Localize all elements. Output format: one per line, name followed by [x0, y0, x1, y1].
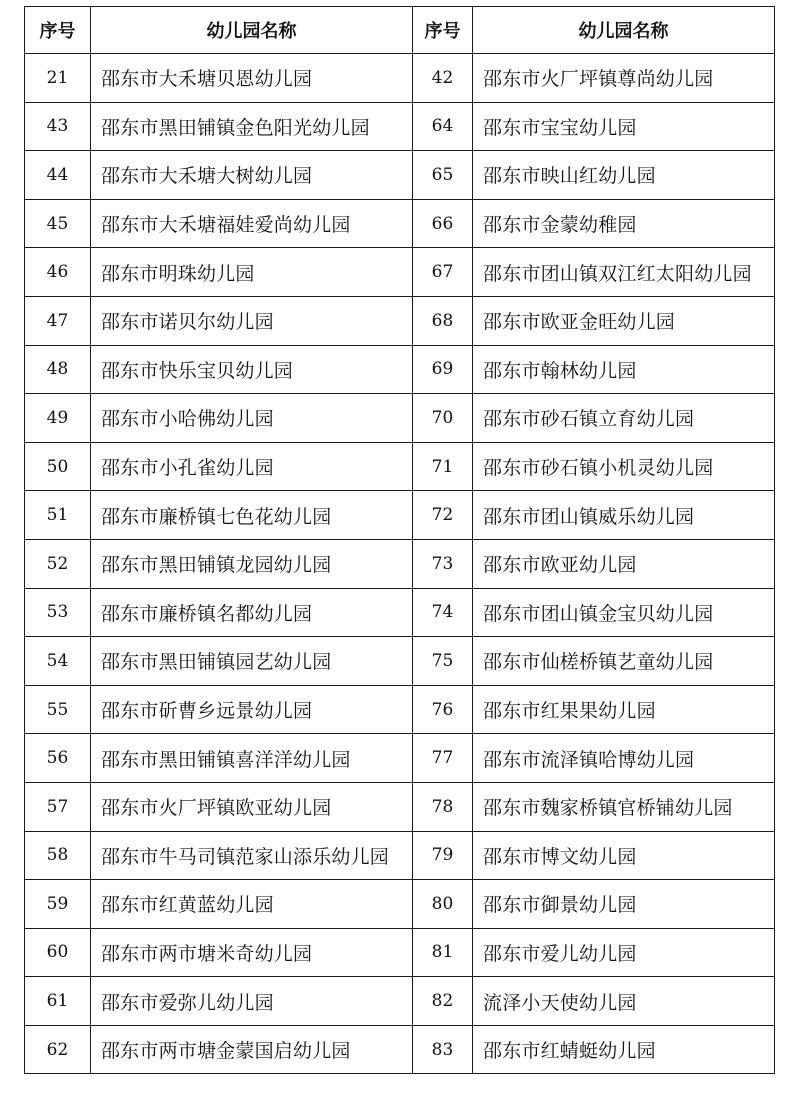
table-row — [25, 102, 775, 151]
kindergarten-name-left-cell: 邵东市斫曹乡远景幼儿园 — [91, 685, 413, 734]
serial-right-cell: 69 — [413, 345, 473, 394]
table-row — [25, 637, 775, 686]
serial-left-cell: 44 — [25, 151, 91, 200]
kindergarten-name-right-cell: 邵东市映山红幼儿园 — [473, 151, 775, 200]
kindergarten-name-right-cell: 邵东市流泽镇哈博幼儿园 — [473, 734, 775, 783]
kindergarten-name-left-cell: 邵东市牛马司镇范家山添乐幼儿园 — [91, 831, 413, 880]
table-row — [25, 588, 775, 637]
table-row — [25, 199, 775, 248]
table-row — [25, 734, 775, 783]
serial-right-cell: 77 — [413, 734, 473, 783]
header-name-left: 幼儿园名称 — [91, 7, 413, 54]
table-row — [25, 880, 775, 929]
serial-left-cell: 55 — [25, 685, 91, 734]
serial-left-cell: 62 — [25, 1025, 91, 1074]
kindergarten-name-left-cell: 邵东市两市塘金蒙国启幼儿园 — [91, 1025, 413, 1074]
serial-left-cell: 54 — [25, 637, 91, 686]
serial-left-cell: 61 — [25, 977, 91, 1026]
header-serial-left: 序号 — [25, 7, 91, 54]
serial-right-cell: 83 — [413, 1025, 473, 1074]
serial-left-cell: 52 — [25, 539, 91, 588]
kindergarten-list-sheet — [24, 6, 774, 1074]
table-row — [25, 685, 775, 734]
kindergarten-name-right-cell: 邵东市火厂坪镇尊尚幼儿园 — [473, 54, 775, 103]
serial-right-cell: 82 — [413, 977, 473, 1026]
serial-left-cell: 46 — [25, 248, 91, 297]
kindergarten-name-right-cell: 邵东市仙槎桥镇艺童幼儿园 — [473, 637, 775, 686]
table-header — [25, 7, 775, 54]
serial-right-cell: 68 — [413, 296, 473, 345]
serial-left-cell: 45 — [25, 199, 91, 248]
kindergarten-name-left-cell: 邵东市明珠幼儿园 — [91, 248, 413, 297]
kindergarten-name-left-cell: 邵东市黑田铺镇龙园幼儿园 — [91, 539, 413, 588]
kindergarten-name-right-cell: 邵东市金蒙幼稚园 — [473, 199, 775, 248]
serial-right-cell: 74 — [413, 588, 473, 637]
table-body — [25, 54, 775, 1074]
serial-left-cell: 43 — [25, 102, 91, 151]
serial-left-cell: 60 — [25, 928, 91, 977]
kindergarten-name-right-cell: 邵东市欧亚幼儿园 — [473, 539, 775, 588]
serial-left-cell: 57 — [25, 782, 91, 831]
kindergarten-name-left-cell: 邵东市大禾塘贝恩幼儿园 — [91, 54, 413, 103]
kindergarten-name-left-cell: 邵东市两市塘米奇幼儿园 — [91, 928, 413, 977]
kindergarten-name-right-cell: 邵东市欧亚金旺幼儿园 — [473, 296, 775, 345]
kindergarten-name-left-cell: 邵东市大禾塘福娃爱尚幼儿园 — [91, 199, 413, 248]
serial-right-cell: 67 — [413, 248, 473, 297]
serial-left-cell: 53 — [25, 588, 91, 637]
kindergarten-name-right-cell: 邵东市红蜻蜓幼儿园 — [473, 1025, 775, 1074]
kindergarten-name-left-cell: 邵东市爱弥儿幼儿园 — [91, 977, 413, 1026]
serial-right-cell: 78 — [413, 782, 473, 831]
kindergarten-name-right-cell: 邵东市博文幼儿园 — [473, 831, 775, 880]
serial-left-cell: 21 — [25, 54, 91, 103]
table-row — [25, 831, 775, 880]
kindergarten-name-left-cell: 邵东市火厂坪镇欧亚幼儿园 — [91, 782, 413, 831]
kindergarten-name-right-cell: 邵东市砂石镇立育幼儿园 — [473, 394, 775, 443]
table-row — [25, 151, 775, 200]
kindergarten-name-right-cell: 邵东市翰林幼儿园 — [473, 345, 775, 394]
kindergarten-name-left-cell: 邵东市廉桥镇名都幼儿园 — [91, 588, 413, 637]
header-name-right: 幼儿园名称 — [473, 7, 775, 54]
serial-left-cell: 51 — [25, 491, 91, 540]
serial-left-cell: 58 — [25, 831, 91, 880]
serial-right-cell: 64 — [413, 102, 473, 151]
table-row — [25, 394, 775, 443]
table-row — [25, 491, 775, 540]
serial-right-cell: 70 — [413, 394, 473, 443]
table-row — [25, 54, 775, 103]
kindergarten-name-left-cell: 邵东市黑田铺镇喜洋洋幼儿园 — [91, 734, 413, 783]
kindergarten-name-right-cell: 邵东市砂石镇小机灵幼儿园 — [473, 442, 775, 491]
kindergarten-name-left-cell: 邵东市快乐宝贝幼儿园 — [91, 345, 413, 394]
header-serial-right: 序号 — [413, 7, 473, 54]
serial-right-cell: 42 — [413, 54, 473, 103]
table-row — [25, 248, 775, 297]
serial-right-cell: 75 — [413, 637, 473, 686]
serial-right-cell: 73 — [413, 539, 473, 588]
kindergarten-name-right-cell: 邵东市团山镇金宝贝幼儿园 — [473, 588, 775, 637]
serial-right-cell: 72 — [413, 491, 473, 540]
serial-right-cell: 66 — [413, 199, 473, 248]
serial-right-cell: 76 — [413, 685, 473, 734]
serial-right-cell: 65 — [413, 151, 473, 200]
serial-right-cell: 79 — [413, 831, 473, 880]
table-row — [25, 977, 775, 1026]
serial-left-cell: 47 — [25, 296, 91, 345]
table-row — [25, 928, 775, 977]
table-row — [25, 345, 775, 394]
table-row — [25, 539, 775, 588]
serial-left-cell: 59 — [25, 880, 91, 929]
serial-right-cell: 71 — [413, 442, 473, 491]
kindergarten-name-right-cell: 邵东市御景幼儿园 — [473, 880, 775, 929]
kindergarten-name-right-cell: 流泽小天使幼儿园 — [473, 977, 775, 1026]
serial-left-cell: 48 — [25, 345, 91, 394]
kindergarten-name-left-cell: 邵东市黑田铺镇园艺幼儿园 — [91, 637, 413, 686]
table-row — [25, 782, 775, 831]
kindergarten-name-left-cell: 邵东市黑田铺镇金色阳光幼儿园 — [91, 102, 413, 151]
serial-left-cell: 49 — [25, 394, 91, 443]
kindergarten-name-left-cell: 邵东市大禾塘大树幼儿园 — [91, 151, 413, 200]
kindergarten-name-left-cell: 邵东市小孔雀幼儿园 — [91, 442, 413, 491]
kindergarten-name-right-cell: 邵东市团山镇威乐幼儿园 — [473, 491, 775, 540]
serial-right-cell: 80 — [413, 880, 473, 929]
kindergarten-name-right-cell: 邵东市魏家桥镇官桥铺幼儿园 — [473, 782, 775, 831]
kindergarten-name-right-cell: 邵东市宝宝幼儿园 — [473, 102, 775, 151]
kindergarten-name-right-cell: 邵东市团山镇双江红太阳幼儿园 — [473, 248, 775, 297]
kindergarten-name-left-cell: 邵东市廉桥镇七色花幼儿园 — [91, 491, 413, 540]
serial-left-cell: 56 — [25, 734, 91, 783]
kindergarten-name-left-cell: 邵东市诺贝尔幼儿园 — [91, 296, 413, 345]
kindergarten-name-right-cell: 邵东市红果果幼儿园 — [473, 685, 775, 734]
kindergarten-name-right-cell: 邵东市爱儿幼儿园 — [473, 928, 775, 977]
table-row — [25, 1025, 775, 1074]
kindergarten-table — [24, 6, 775, 1074]
kindergarten-name-left-cell: 邵东市红黄蓝幼儿园 — [91, 880, 413, 929]
table-row — [25, 296, 775, 345]
table-row — [25, 442, 775, 491]
header-row — [25, 7, 775, 54]
serial-right-cell: 81 — [413, 928, 473, 977]
serial-left-cell: 50 — [25, 442, 91, 491]
kindergarten-name-left-cell: 邵东市小哈佛幼儿园 — [91, 394, 413, 443]
